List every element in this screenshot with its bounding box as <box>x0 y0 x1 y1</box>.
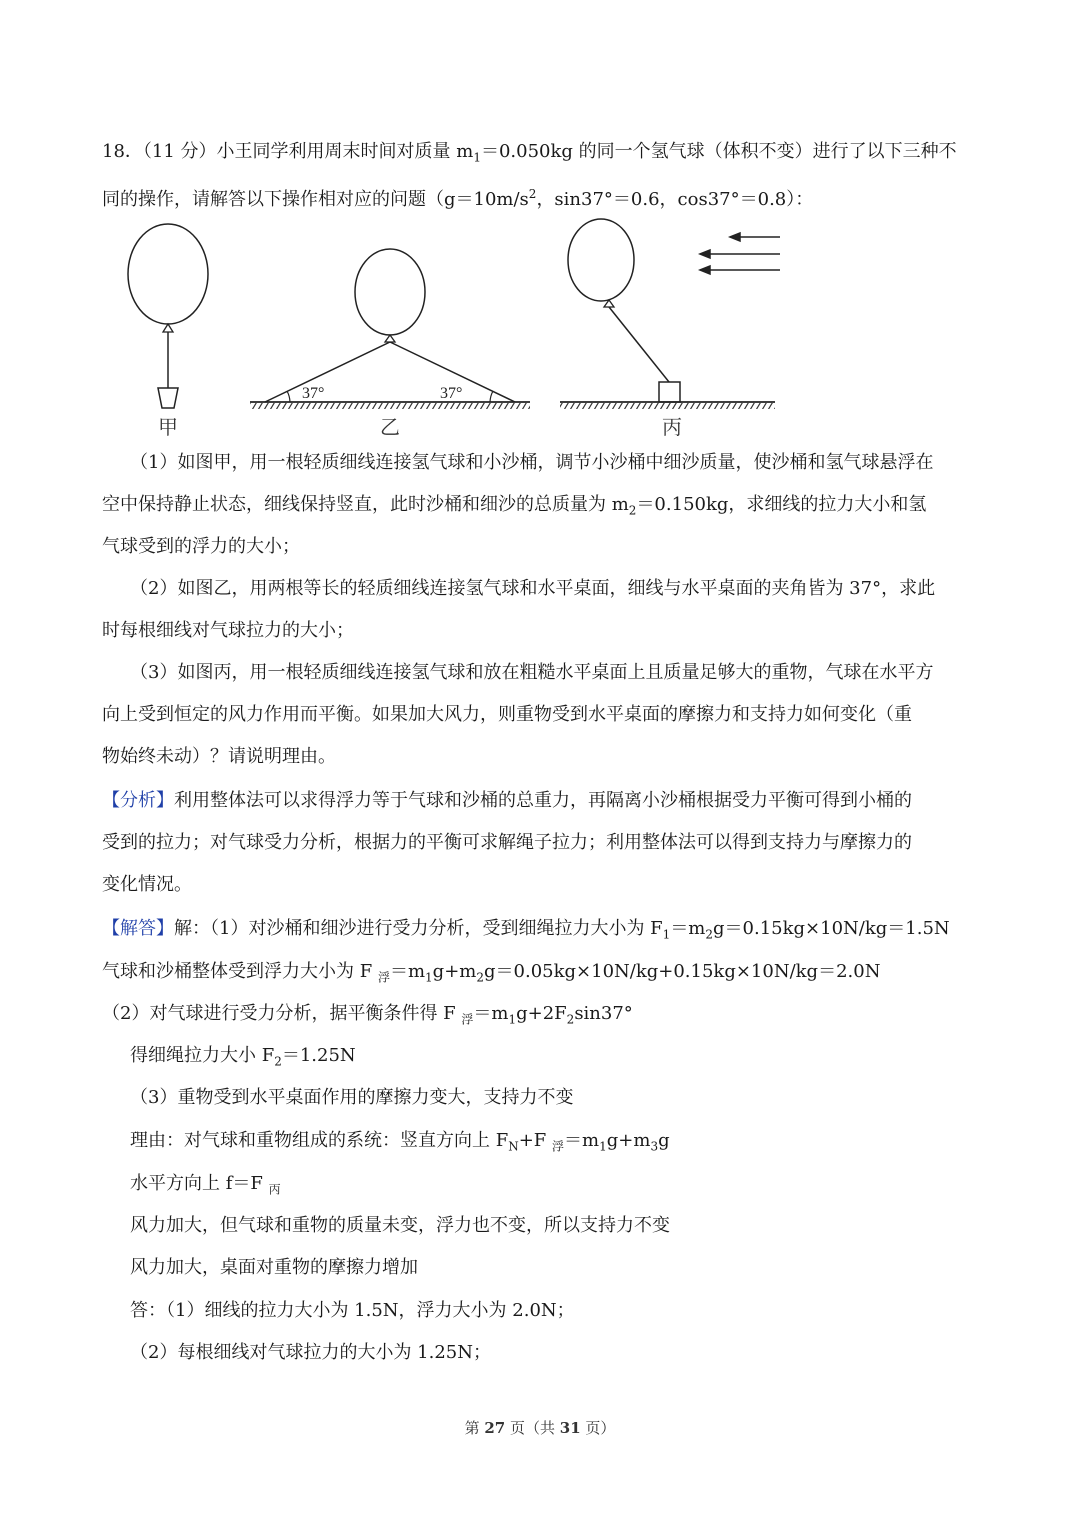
analysis-line-3: 变化情况。 <box>102 874 192 895</box>
solution-line-1: 【解答】解：（1）对沙桶和细沙进行受力分析，受到细绳拉力大小为 $F_1=m_2g=0.15kg\times 10N/kg=1.5N$ <box>102 918 950 942</box>
figure-jia <box>128 224 208 439</box>
question-number: 18． <box>102 141 143 162</box>
label-yi: 乙 <box>380 415 400 439</box>
analysis-line-1: 【分析】利用整体法可以求得浮力等于气球和沙桶的总重力，再隔离小沙桶根据受力平衡可得到小桶的 <box>102 790 912 811</box>
part-3-line-1: （3）如图丙，用一根轻质细线连接氢气球和放在粗糙水平桌面上且质量足够大的重物，气球在水平方 <box>130 662 934 683</box>
thread-bing <box>609 307 669 382</box>
table-hatch-bing <box>560 403 775 409</box>
figure-yi <box>250 249 530 439</box>
angle-label-right: 37° <box>440 385 463 402</box>
balloon-yi <box>355 249 425 335</box>
analysis-tag: 【分析】 <box>102 790 174 811</box>
solution-line-5: （3）重物受到水平桌面作用的摩擦力变大，支持力不变 <box>130 1087 574 1108</box>
balloon-bing <box>568 219 634 301</box>
part-1-line-2: 空中保持静止状态，细线保持竖直，此时沙桶和细沙的总质量为 $m_2=0.150kg$，求细线的拉力大小和氢 <box>102 494 927 518</box>
solution-tag: 【解答】 <box>102 918 174 939</box>
answer-line-2: （2）每根细线对气球拉力的大小为 1.25N； <box>130 1342 492 1363</box>
thread-yi-left <box>265 342 390 402</box>
part-2-line-1: （2）如图乙，用两根等长的轻质细线连接氢气球和水平桌面，细线与水平桌面的夹角皆为 37°，求此 <box>130 578 936 599</box>
solution-line-9: 风力加大，桌面对重物的摩擦力增加 <box>130 1257 418 1278</box>
table-hatch-yi <box>250 403 530 409</box>
sand-bucket <box>158 388 178 408</box>
page-total: 31 <box>559 1419 581 1437</box>
label-jia: 甲 <box>158 415 178 439</box>
question-points: （11 分） <box>142 141 217 162</box>
solution-line-8: 风力加大，但气球和重物的质量未变，浮力也不变，所以支持力不变 <box>130 1215 670 1236</box>
balloon-knot-jia <box>163 324 173 332</box>
physics-figures <box>0 210 1080 442</box>
page-footer: 第 27 页（共 31 页） <box>464 1419 616 1437</box>
solution-line-4: 得细绳拉力大小 $F_2=1.25N$ <box>130 1045 356 1069</box>
answer-line-1: 答：（1）细线的拉力大小为 1.5N，浮力大小为 2.0N； <box>130 1300 575 1321</box>
part-2-line-2: 时每根细线对气球拉力的大小； <box>102 620 354 641</box>
analysis-line-2: 受到的拉力；对气球受力分析，根据力的平衡可求解绳子拉力；利用整体法可以得到支持力与摩擦力的 <box>102 832 912 853</box>
balloon-knot-yi <box>385 335 395 342</box>
question-line-1: 18．（11 分）小王同学利用周末时间对质量 $m_1=0.050kg$ 的同一个氢气球（体积不变）进行了以下三种不 <box>102 141 957 165</box>
solution-line-6: 理由：对气球和重物组成的系统：竖直方向上 $F_N+F$ $_浮=m_1g+m_3g$ <box>130 1130 670 1154</box>
part-3-line-3: 物始终未动）？请说明理由。 <box>102 746 336 767</box>
wind-arrows <box>700 233 780 274</box>
part-3-line-2: 向上受到恒定的风力作用而平衡。如果加大风力，则重物受到水平桌面的摩擦力和支持力如何变化（重 <box>102 704 912 725</box>
part-1-line-1: （1）如图甲，用一根轻质细线连接氢气球和小沙桶，调节小沙桶中细沙质量，使沙桶和氢气球悬浮在 <box>130 452 934 473</box>
question-line-2: 同的操作，请解答以下操作相对应的问题（$g=10m/s^2$，sin37°＝0.6，cos37°＝0.8）： <box>102 187 814 210</box>
balloon-jia <box>128 224 208 324</box>
heavy-block <box>659 382 680 402</box>
label-bing: 丙 <box>662 415 682 439</box>
solution-line-3: （2）对气球进行受力分析，据平衡条件得 F $_浮=m_1g+2F_2\sin 37^\circ$ <box>102 1003 633 1027</box>
solution-line-7: 水平方向上 f＝F $_丙$ <box>130 1173 281 1197</box>
angle-label-left: 37° <box>302 385 325 402</box>
angle-arc-left <box>287 391 290 402</box>
solution-line-2: 气球和沙桶整体受到浮力大小为 F $_浮=m_1g+m_2g=0.05kg\times 10N/kg+0.15kg\times 10N/kg=2.0N$ <box>102 961 881 985</box>
figure-bing <box>560 219 780 439</box>
angle-arc-right <box>490 391 493 402</box>
part-1-line-3: 气球受到的浮力的大小； <box>102 536 300 557</box>
page-number: 27 <box>484 1419 506 1437</box>
